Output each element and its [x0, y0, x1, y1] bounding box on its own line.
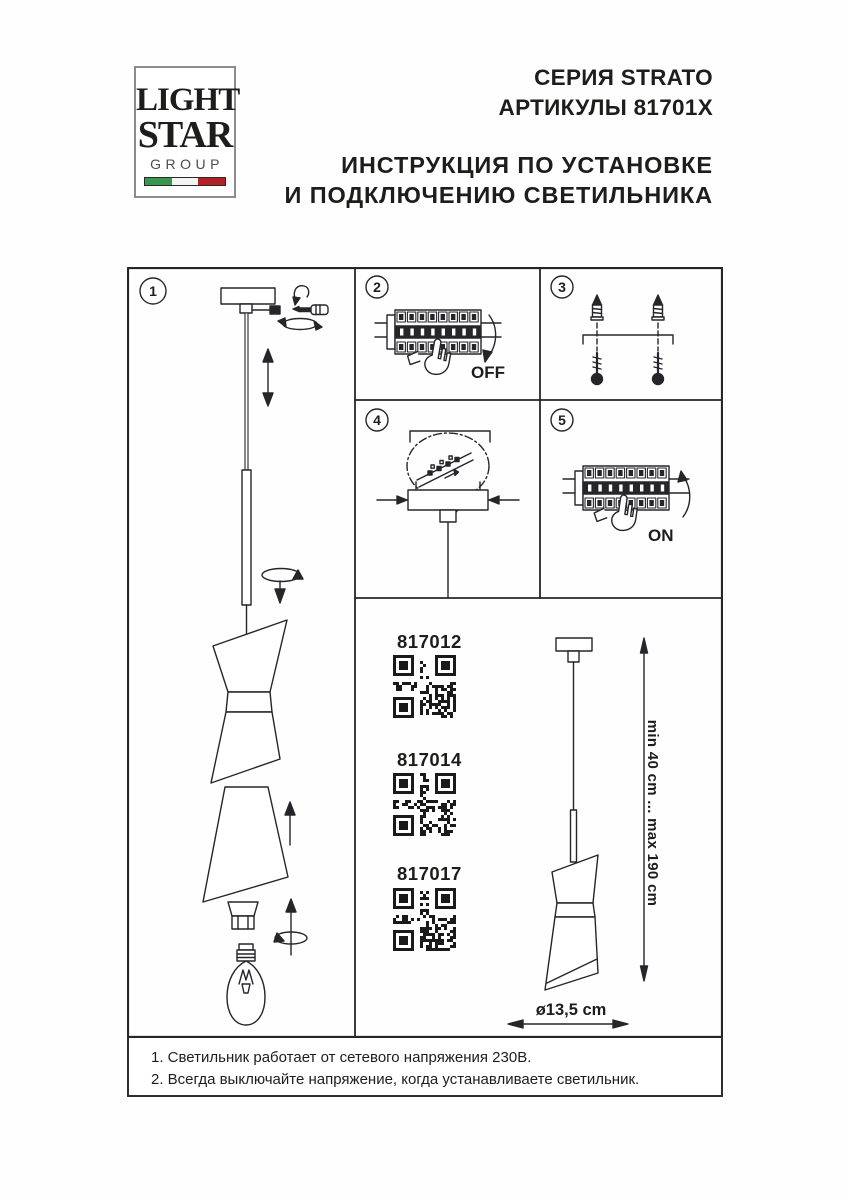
- step-number-4: 4: [373, 412, 381, 428]
- screw-icon: [592, 353, 603, 385]
- step-4-panel: [366, 409, 519, 597]
- doc-title-line1: ИНСТРУКЦИЯ ПО УСТАНОВКЕ: [341, 152, 713, 178]
- lightstar-logo: [134, 66, 240, 198]
- step-number-2: 2: [373, 279, 381, 295]
- shade-up-arrow-icon: [285, 802, 295, 845]
- diameter-label: ø13,5 cm: [535, 1001, 607, 1019]
- flag-white-segment: [172, 178, 199, 185]
- screw-rotate-arrow-icon: [274, 899, 307, 955]
- screwdriver-icon: [293, 305, 328, 315]
- qr-code: [393, 773, 456, 836]
- article-number: 817014: [397, 749, 462, 770]
- screw-icon: [653, 353, 664, 385]
- rod-rotate-arrow-icon: [262, 569, 303, 604]
- logo-word-light: LIGHT: [136, 82, 240, 118]
- on-label: ON: [648, 526, 674, 545]
- step-3-panel: [551, 276, 673, 385]
- products-section: [393, 631, 462, 951]
- upper-shade-drawing: [211, 620, 287, 783]
- qr-code: [393, 888, 456, 951]
- bulb-drawing: [227, 944, 265, 1025]
- italian-flag-bar: [144, 177, 226, 186]
- step-number-3: 3: [558, 279, 566, 295]
- logo-word-group: GROUP: [150, 156, 224, 172]
- installation-diagram: [127, 267, 723, 1038]
- step-2-panel: [366, 276, 505, 382]
- footnotes-box: [127, 1038, 723, 1097]
- step-5-panel: [551, 409, 690, 545]
- switch-down-arrow-icon: [483, 315, 496, 362]
- footnote-1: 1. Светильник работает от сетевого напряжения 230В.: [151, 1049, 532, 1066]
- qr-code: [393, 655, 456, 718]
- footnote-2: 2. Всегда выключайте напряжение, когда устанавливаете светильник.: [151, 1071, 640, 1088]
- series-title: СЕРИЯ STRATO: [534, 65, 713, 90]
- articles-title: АРТИКУЛЫ 81701X: [498, 95, 713, 120]
- flag-green-segment: [145, 178, 172, 185]
- wall-anchor-icon: [652, 295, 664, 351]
- lower-cone-shade-drawing: [203, 787, 288, 902]
- step-number-5: 5: [558, 412, 566, 428]
- article-number: 817017: [397, 863, 462, 884]
- wall-anchor-icon: [591, 295, 603, 351]
- step-number-1: 1: [149, 283, 157, 299]
- doc-title-line2: И ПОДКЛЮЧЕНИЮ СВЕТИЛЬНИКА: [284, 182, 713, 208]
- logo-word-star: STAR: [137, 114, 233, 156]
- off-label: OFF: [471, 363, 505, 382]
- up-down-arrow-icon: [263, 349, 273, 406]
- ceiling-canopy-drawing: [221, 288, 280, 314]
- switch-up-arrow-icon: [678, 471, 690, 517]
- suspension-cable-drawing: [242, 313, 251, 634]
- diameter-dimension-arrow: [508, 1020, 628, 1028]
- step-1-panel: [140, 278, 328, 1025]
- assembled-lamp-drawing: [545, 638, 598, 990]
- article-number: 817012: [397, 631, 462, 652]
- height-range-label: min 40 cm ... max 190 cm: [644, 719, 661, 907]
- flag-red-segment: [198, 178, 225, 185]
- document-header: [284, 63, 713, 210]
- socket-ring-drawing: [228, 902, 258, 929]
- canopy-mount-drawing: [408, 482, 488, 597]
